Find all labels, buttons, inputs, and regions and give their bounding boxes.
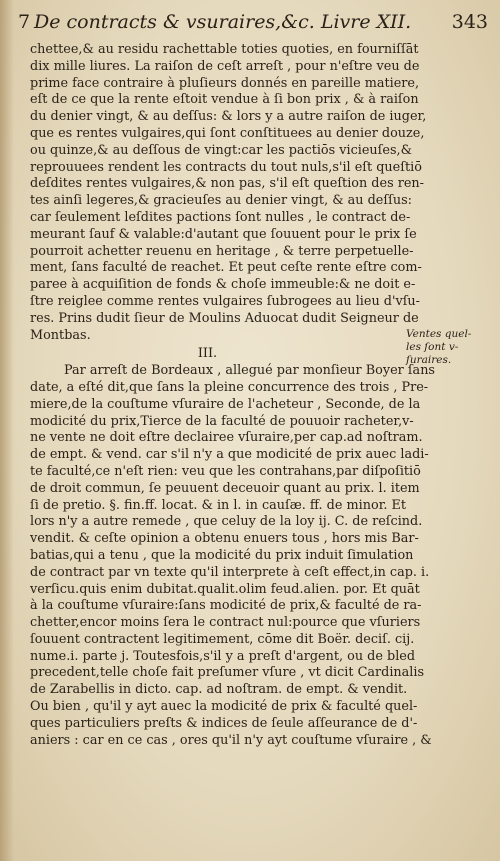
text-line: date, a eſté dit,que ſans la pleine concurrence des trois , Pre-	[30, 379, 429, 395]
text-line: ne vente ne doit eſtre declairee vſuraire,per cap.ad noſtram.	[30, 430, 423, 446]
text-line: nume.i. parte j. Toutesfois,s'il y a preſt d'argent, ou de bled	[30, 648, 416, 664]
text-line: du denier vingt, & au deſſus: & lors y a autre raiſon de iuger,	[30, 109, 427, 125]
text-line: ſtre reiglee comme rentes vulgaires ſubrogees au lieu d'vſu-	[30, 293, 420, 309]
text-line: res. Prins dudit ſieur de Moulins Aduocat dudit Seigneur de	[30, 310, 419, 326]
page-number: 343	[451, 11, 488, 33]
header-page-mark: 7	[18, 11, 31, 33]
text-line: à la couſtume vſuraire:ſans modicité de prix,& faculté de ra-	[30, 598, 422, 614]
running-header	[18, 10, 488, 36]
section-number: III.	[197, 346, 218, 362]
text-line: que es rentes vulgaires,qui ſont conſtituees au denier douze,	[30, 125, 425, 141]
text-line: de empt. & vend. car s'il n'y a que modicité de prix auec ladi-	[30, 447, 429, 463]
text-line: meurant ſauf & valable:d'autant que ſouuent pour le prix ſe	[30, 226, 417, 242]
text-line: ou quinze,& au deſſous de vingt:car les pactiōs vicieuſes,&	[30, 142, 413, 158]
text-line: paree à acquiſition de fonds & choſe immeuble:& ne doit e-	[30, 277, 416, 293]
text-line: te faculté,ce n'eſt rien: veu que les contrahans,par diſpoſitiō	[30, 463, 421, 479]
text-line: verſicu.quis enim dubitat.qualit.olim feud.alien. por. Et quāt	[30, 581, 420, 597]
text-line: ment, ſans faculté de reachet. Et peut ceſte rente eſtre com-	[30, 260, 422, 276]
text-line: deſdites rentes vulgaires,& non pas, s'il eſt queſtion des ren-	[30, 176, 424, 192]
text-line: car ſeulement leſdites pactions ſont nulles , le contract de-	[30, 209, 411, 225]
paragraph-1	[30, 42, 427, 344]
text-line: reprouuees rendent les contracts du tout nuls,s'il eſt queſtiō	[30, 159, 422, 175]
text-line: lors n'y a autre remede , que celuy de la loy ij. C. de reſcind.	[30, 514, 423, 530]
text-line: eſt de ce que la rente eſtoit vendue à ſi bon prix , & à raiſon	[30, 92, 419, 108]
text-line: chetter,encor moins ſera le contract nul:pource que vſuriers	[30, 615, 421, 631]
text-line: ſi de pretio. §. fin.ff. locat. & in l. in cauſæ. ff. de minor. Et	[30, 497, 407, 513]
text-line: tes ainſi legeres,& gracieuſes au denier vingt, & au deſſus:	[30, 193, 412, 209]
text-line: precedent,telle choſe fait preſumer vſure , vt dicit Cardinalis	[30, 665, 425, 681]
text-line: dix mille liures. La raiſon de ceſt arreſt , pour n'eſtre veu de	[30, 58, 420, 74]
text-line: miere,de la couſtume vſuraire de l'acheteur , Seconde, de la	[30, 396, 421, 412]
margin-note-line: Ventes quel-	[406, 328, 472, 340]
text-line: de droit commun, ſe peuuent deceuoir quant au prix. l. item	[30, 480, 420, 496]
margin-note-line: les ſont v-	[406, 341, 459, 353]
header-title: De contracts & vsuraires,&c. Livre XII.	[34, 11, 412, 33]
text-line: chettee,& au residu rachettable toties quoties, en fourniſſāt	[30, 42, 419, 57]
text-line: aniers : car en ce cas , ores qu'il n'y ayt couſtume vſuraire , &	[30, 732, 432, 748]
text-line: Par arreſt de Bordeaux , allegué par monſieur Boyer ſans	[64, 363, 435, 379]
text-line: de Zarabellis in dicto. cap. ad noſtram. de empt. & vendit.	[30, 682, 408, 698]
text-line: ques particuliers preſts & indices de ſeule aſſeurance de d'-	[30, 715, 418, 731]
text-line: batias,qui a tenu , que la modicité du prix induit ſimulation	[30, 547, 414, 563]
text-line: modicité du prix,Tierce de la faculté de pouuoir racheter,v-	[30, 413, 414, 429]
text-line: pourroit achetter reuenu en heritage , & terre perpetuelle-	[30, 243, 414, 259]
margin-note-line: ſuraires.	[406, 354, 452, 366]
paragraph-2	[30, 363, 435, 749]
text-line: Ou bien , qu'il y ayt auec la modicité de prix & faculté quel-	[30, 699, 418, 715]
margin-note	[406, 328, 496, 367]
text-line: Montbas.	[30, 327, 91, 343]
page-binding-shadow	[0, 0, 14, 861]
text-line: ſouuent contractent legitimement, cōme dit Boër. deciſ. cij.	[30, 631, 415, 647]
text-line: de contract par vn texte qu'il interprete à ceſt effect,in cap. i.	[30, 564, 430, 580]
text-line: vendit. & ceſte opinion a obtenu enuers tous , hors mis Bar-	[30, 531, 419, 547]
text-line: prime face contraire à pluſieurs donnés en pareille matiere,	[30, 75, 420, 91]
